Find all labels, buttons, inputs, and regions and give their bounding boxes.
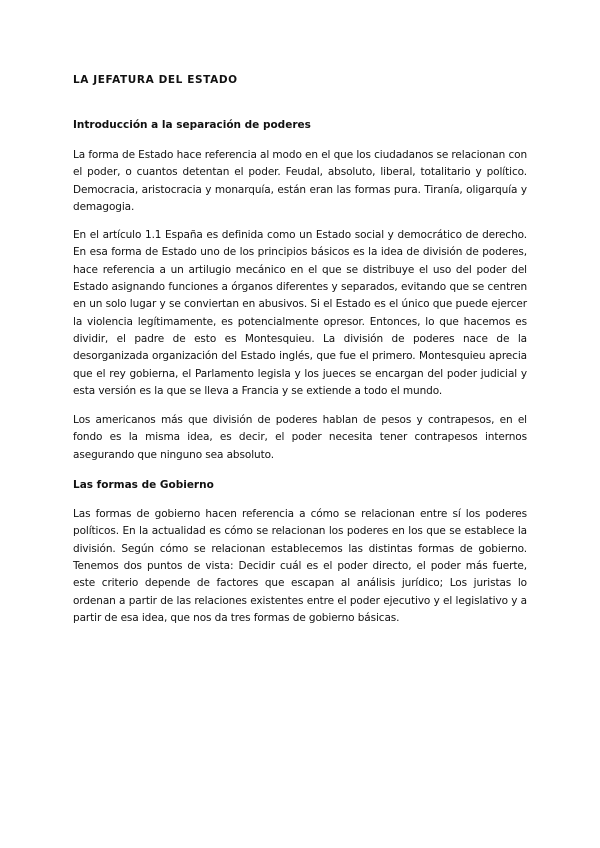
document-page: [73, 71, 527, 627]
paragraph: Las formas de gobierno hacen referencia a cómo se relacionan entre sí los poderes políticos. En la actualidad es cómo se relacionan los poderes en los que se establece la división. Según cómo se relacionan establecemos las distintas formas de gobierno. Tenemos dos puntos de vista: Decidir cuál es el poder directo, el poder más fuerte, este criterio depende de factores que escapan al análisis jurídico; Los juristas lo ordenan a partir de las relaciones existentes entre el poder ejecutivo y el legislativo y a partir de esa idea, que nos da tres formas de gobierno básicas.: [73, 508, 527, 624]
section-heading-introduccion: Introducción a la separación de poderes: [73, 119, 311, 131]
document-title: LA JEFATURA DEL ESTADO: [73, 74, 238, 86]
section-heading-formas-gobierno: Las formas de Gobierno: [73, 479, 214, 492]
paragraph: Los americanos más que división de poderes hablan de pesos y contrapesos, en el fondo es la misma idea, es decir, el poder necesita tener contrapesos internos asegurando que ninguno sea absoluto.: [73, 414, 527, 461]
paragraph: La forma de Estado hace referencia al modo en el que los ciudadanos se relacionan con el poder, o cuantos detentan el poder. Feudal, absoluto, liberal, totalitario y político. Democracia, aristocracia y monarquía, están eran las formas pura. Tiranía, oligarquía y demagogia.: [73, 149, 527, 213]
paragraph: En el artículo 1.1 España es definida como un Estado social y democrático de derecho. En esa forma de Estado uno de los principios básicos es la idea de división de poderes, hace referencia a un artilugio mecánico en el que se distribuye el uso del poder del Estado asignando funciones a órganos diferentes y separados, evitando que se centren en un solo lugar y se conviertan en abusivos. Si el Estado es el único que puede ejercer la violencia legítimamente, es potencialmente opresor. Entonces, lo que hacemos es dividir, el padre de esto es Montesquieu. La división de poderes nace de la desorganizada organización del Estado inglés, que fue el primero. Montesquieu aprecia que el rey gobierna, el Parlamento legisla y los jueces se encargan del poder judicial y esta versión es la que se lleva a Francia y se extiende a todo el mundo.: [73, 229, 527, 397]
